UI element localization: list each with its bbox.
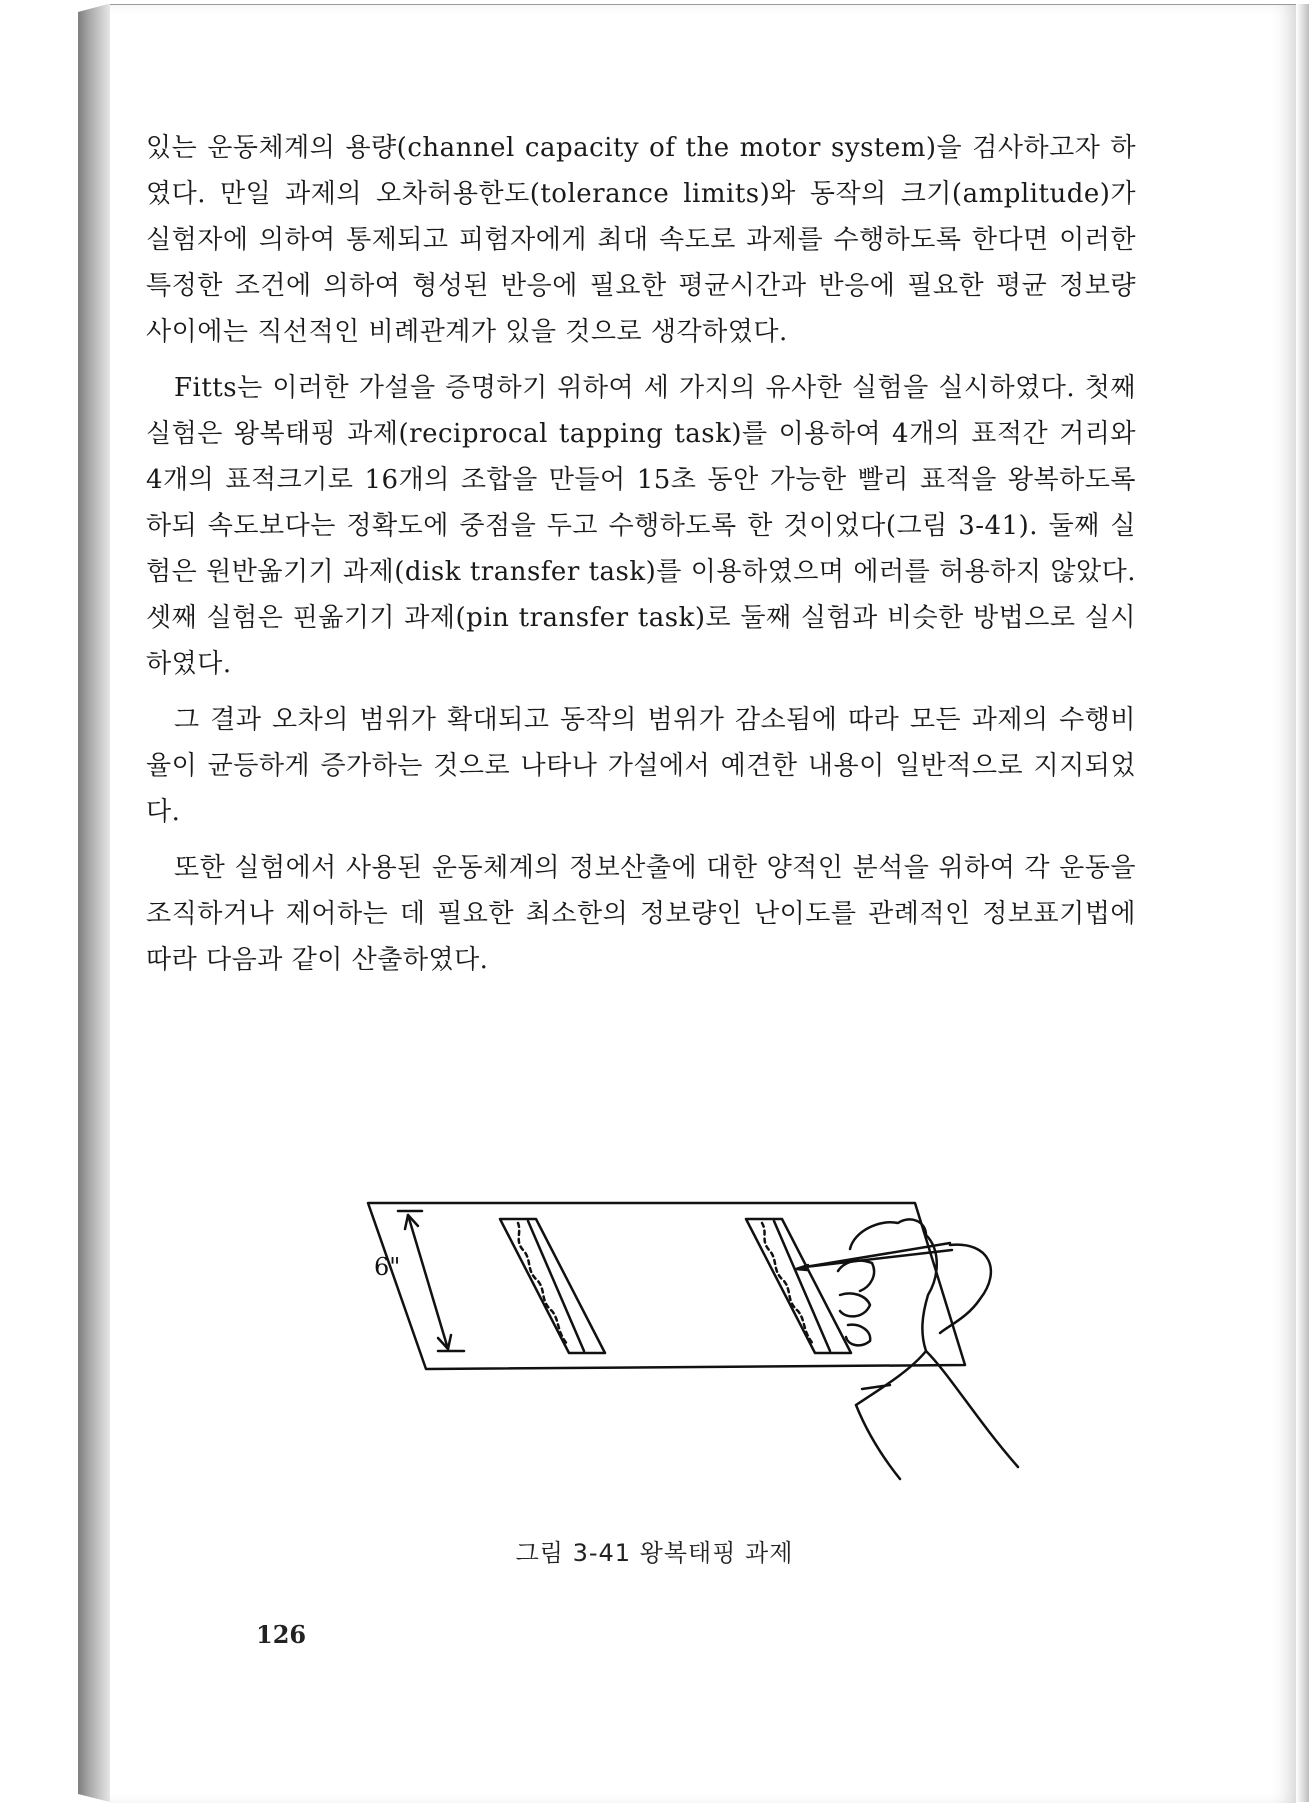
figure-caption: 그림 3-41 왕복태핑 과제 [515, 1539, 794, 1567]
stylus-cord [940, 1245, 991, 1333]
body-text [146, 125, 1136, 993]
right-target-plate [746, 1219, 851, 1353]
page-number: 126 [256, 1620, 307, 1649]
tapping-board [368, 1203, 965, 1369]
paragraph-4: 또한 실험에서 사용된 운동체계의 정보산출에 대한 양적인 분석을 위하여 각 운동을 조직하거나 제어하는 데 필요한 최소한의 정보량인 난이도를 관례적인 정보표기법에 따라 다음과 같이 산출하였다. [146, 853, 1136, 975]
dimension-arrow [408, 1215, 448, 1349]
paragraph-3: 그 결과 오차의 범위가 확대되고 동작의 범위가 감소됨에 따라 모든 과제의 수행비율이 균등하게 증가하는 것으로 나타나 가설에서 예견한 내용이 일반적으로 지지되었다. [146, 705, 1136, 827]
right-target-strip [762, 1223, 814, 1345]
left-target-strip [518, 1223, 568, 1345]
left-target-plate [500, 1219, 605, 1353]
paragraph-1: 있는 운동체계의 용량(channel capacity of the motor system)을 검사하고자 하였다. 만일 과제의 오차허용한도(tolerance limits)와 동작의 크기(amplitude)가 실험자에 의하여 통제되고 피험자에게 최대 속도로 과제를 수행하도록 한다면 이러한 특정한 조건에 의하여 형성된 반응에 필요한 평균시간과 반응에 필요한 평균 정보량 사이에는 직선적인 비례관계가 있을 것으로 생각하였다. [146, 133, 1136, 347]
paragraph-2: Fitts는 이러한 가설을 증명하기 위하여 세 가지의 유사한 실험을 실시하였다. 첫째 실험은 왕복태핑 과제(reciprocal tapping task)를 이용하여 4개의 표적간 거리와 4개의 표적크기로 16개의 조합을 만들어 15초 동안 가능한 빨리 표적을 왕복하도록 하되 속도보다는 정확도에 중점을 두고 수행하도록 한 것이었다(그림 3-41). 둘째 실험은 원반옮기기 과제(disk transfer task)를 이용하였으며 에러를 허용하지 않았다. 셋째 실험은 핀옮기기 과제(pin transfer task)로 둘째 실험과 비슷한 방법으로 실시하였다. [146, 373, 1136, 679]
sleeve [856, 1351, 1018, 1479]
reciprocal-tapping-figure [250, 1175, 1050, 1505]
dimension-label: 6" [374, 1253, 401, 1281]
